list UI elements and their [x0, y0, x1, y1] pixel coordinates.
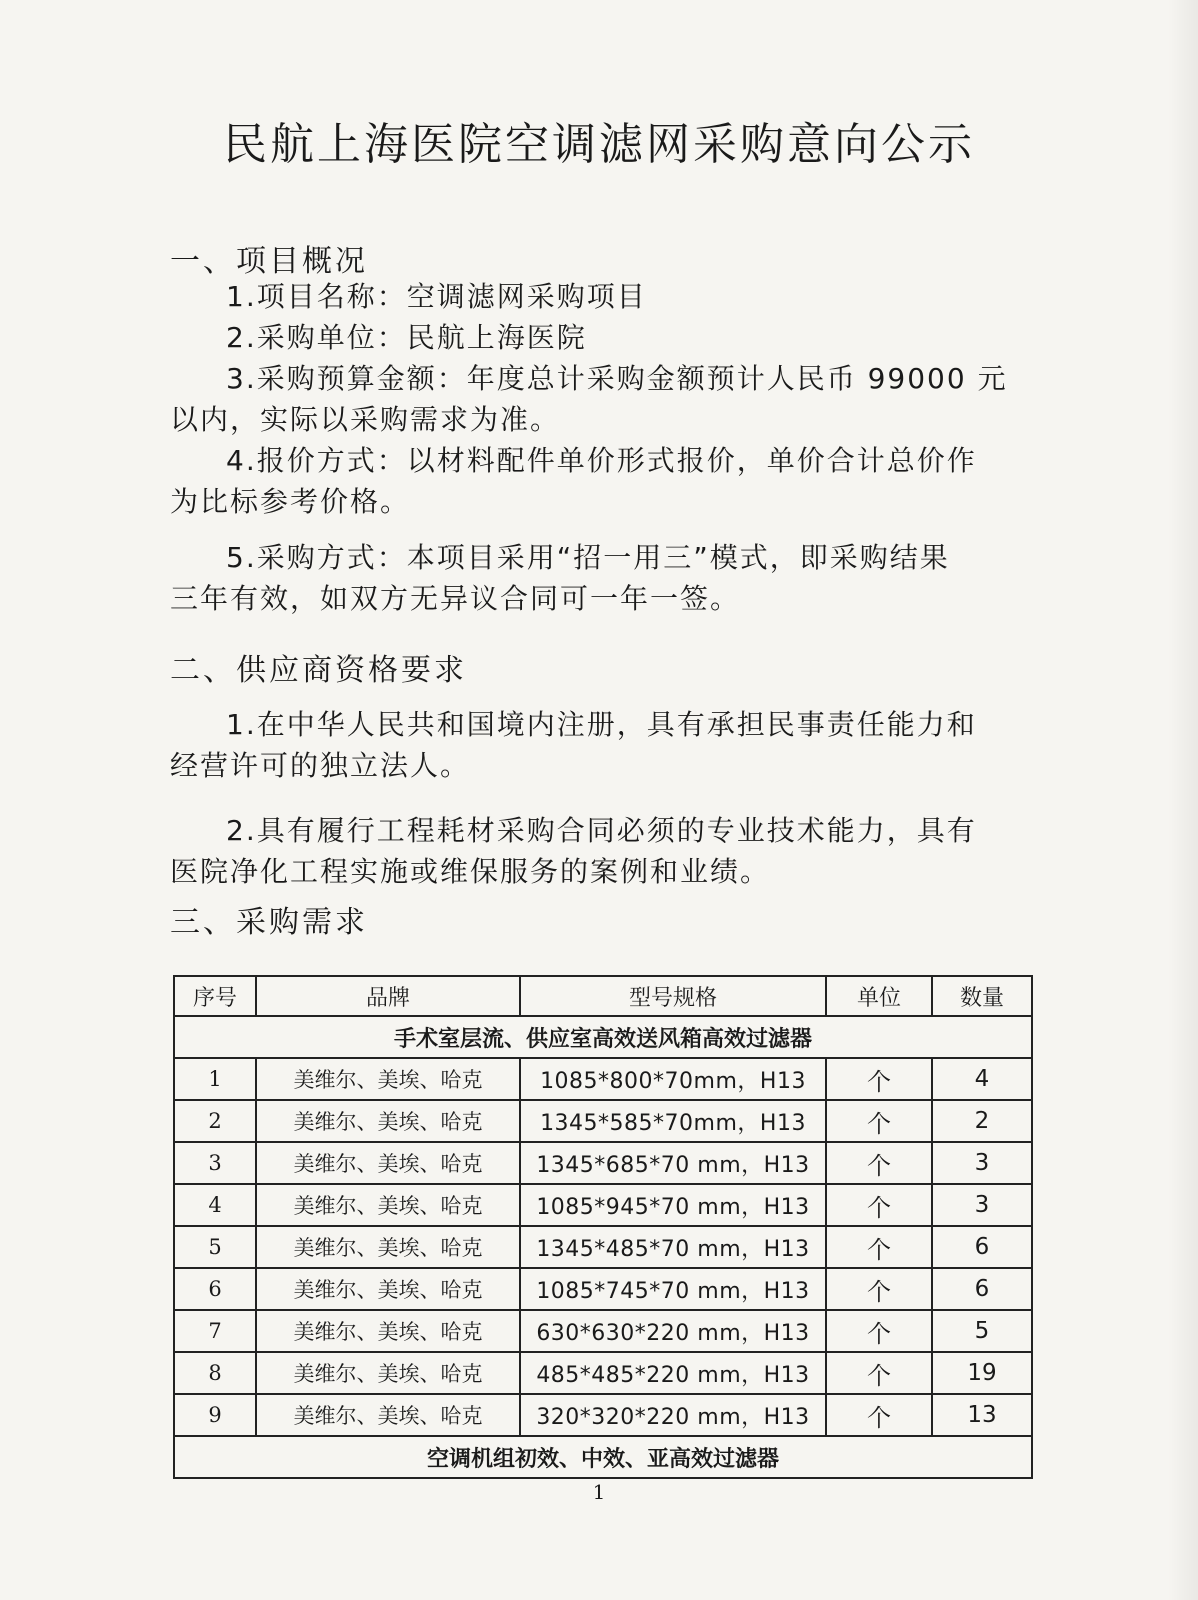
section-heading-qualifications: 二、供应商资格要求 [170, 653, 467, 688]
cell-spec: 1345*685*70 mm，H13 [520, 1142, 826, 1184]
budget-line-1: 3.采购预算金额：年度总计采购金额预计人民币 99000 元 [226, 362, 1008, 395]
cell-no: 9 [174, 1394, 256, 1436]
cell-unit: 个 [826, 1394, 932, 1436]
cell-spec: 630*630*220 mm，H13 [520, 1310, 826, 1352]
budget-line-2: 以内，实际以采购需求为准。 [170, 403, 561, 436]
cell-unit: 个 [826, 1268, 932, 1310]
table-row [174, 1268, 1032, 1310]
header-spec: 型号规格 [520, 976, 826, 1016]
header-unit: 单位 [826, 976, 932, 1016]
table-row [174, 1142, 1032, 1184]
cell-unit: 个 [826, 1100, 932, 1142]
page-edge-shadow [1168, 0, 1198, 1600]
cell-brand: 美维尔、美埃、哈克 [256, 1100, 520, 1142]
table-row [174, 1058, 1032, 1100]
cell-unit: 个 [826, 1142, 932, 1184]
cell-brand: 美维尔、美埃、哈克 [256, 1268, 520, 1310]
cell-spec: 485*485*220 mm，H13 [520, 1352, 826, 1394]
page-number: 1 [592, 1480, 606, 1504]
table-row [174, 1184, 1032, 1226]
cell-spec: 1085*800*70mm，H13 [520, 1058, 826, 1100]
qualification-2-line-1: 2.具有履行工程耗材采购合同必须的专业技术能力，具有 [226, 814, 977, 847]
cell-qty: 6 [932, 1226, 1032, 1268]
cell-spec: 1085*745*70 mm，H13 [520, 1268, 826, 1310]
cell-unit: 个 [826, 1310, 932, 1352]
cell-no: 3 [174, 1142, 256, 1184]
cell-no: 8 [174, 1352, 256, 1394]
qualification-1-line-2: 经营许可的独立法人。 [170, 749, 471, 782]
quote-method-line-1: 4.报价方式：以材料配件单价形式报价，单价合计总价作 [226, 444, 977, 477]
cell-no: 2 [174, 1100, 256, 1142]
cell-brand: 美维尔、美埃、哈克 [256, 1310, 520, 1352]
document-title: 民航上海医院空调滤网采购意向公示 [223, 119, 975, 170]
header-no: 序号 [174, 976, 256, 1016]
cell-no: 1 [174, 1058, 256, 1100]
cell-unit: 个 [826, 1352, 932, 1394]
table-row [174, 1310, 1032, 1352]
cell-brand: 美维尔、美埃、哈克 [256, 1226, 520, 1268]
cell-brand: 美维尔、美埃、哈克 [256, 1142, 520, 1184]
cell-brand: 美维尔、美埃、哈克 [256, 1394, 520, 1436]
quote-method-line-2: 为比标参考价格。 [170, 485, 411, 518]
cell-qty: 6 [932, 1268, 1032, 1310]
cell-qty: 4 [932, 1058, 1032, 1100]
qualification-1-line-1: 1.在中华人民共和国境内注册，具有承担民事责任能力和 [226, 708, 977, 741]
group-title-ahu: 空调机组初效、中效、亚高效过滤器 [174, 1436, 1032, 1478]
qualification-item-2 [170, 810, 1040, 892]
header-qty: 数量 [932, 976, 1032, 1016]
procurement-table [173, 975, 1033, 1479]
cell-qty: 19 [932, 1352, 1032, 1394]
cell-qty: 5 [932, 1310, 1032, 1352]
section-heading-overview: 一、项目概况 [170, 244, 368, 279]
procurement-method-line-2: 三年有效，如双方无异议合同可一年一签。 [170, 582, 741, 615]
cell-qty: 2 [932, 1100, 1032, 1142]
cell-qty: 13 [932, 1394, 1032, 1436]
cell-no: 6 [174, 1268, 256, 1310]
group-row-ahu [174, 1436, 1032, 1478]
cell-no: 4 [174, 1184, 256, 1226]
table-row [174, 1226, 1032, 1268]
cell-spec: 1345*485*70 mm，H13 [520, 1226, 826, 1268]
qualification-item-1 [170, 704, 1040, 786]
table-row [174, 1352, 1032, 1394]
cell-qty: 3 [932, 1184, 1032, 1226]
project-name-line: 1.项目名称：空调滤网采购项目 [226, 280, 647, 313]
cell-spec: 320*320*220 mm，H13 [520, 1394, 826, 1436]
group-title-hepa: 手术室层流、供应室高效送风箱高效过滤器 [174, 1016, 1032, 1058]
qualification-2-line-2: 医院净化工程实施或维保服务的案例和业绩。 [170, 855, 771, 888]
cell-qty: 3 [932, 1142, 1032, 1184]
cell-unit: 个 [826, 1226, 932, 1268]
table-row [174, 1394, 1032, 1436]
header-brand: 品牌 [256, 976, 520, 1016]
cell-brand: 美维尔、美埃、哈克 [256, 1352, 520, 1394]
group-row-hepa [174, 1016, 1032, 1058]
cell-brand: 美维尔、美埃、哈克 [256, 1058, 520, 1100]
cell-no: 7 [174, 1310, 256, 1352]
section-overview-body [170, 276, 1040, 522]
purchaser-line: 2.采购单位：民航上海医院 [226, 321, 587, 354]
cell-unit: 个 [826, 1058, 932, 1100]
cell-spec: 1345*585*70mm，H13 [520, 1100, 826, 1142]
cell-brand: 美维尔、美埃、哈克 [256, 1184, 520, 1226]
cell-no: 5 [174, 1226, 256, 1268]
procurement-method-block [170, 537, 1040, 619]
cell-spec: 1085*945*70 mm，H13 [520, 1184, 826, 1226]
procurement-method-line-1: 5.采购方式：本项目采用“招一用三”模式，即采购结果 [226, 541, 950, 574]
section-heading-requirements: 三、采购需求 [170, 905, 368, 940]
table-row [174, 1100, 1032, 1142]
cell-unit: 个 [826, 1184, 932, 1226]
table-header-row [174, 976, 1032, 1016]
